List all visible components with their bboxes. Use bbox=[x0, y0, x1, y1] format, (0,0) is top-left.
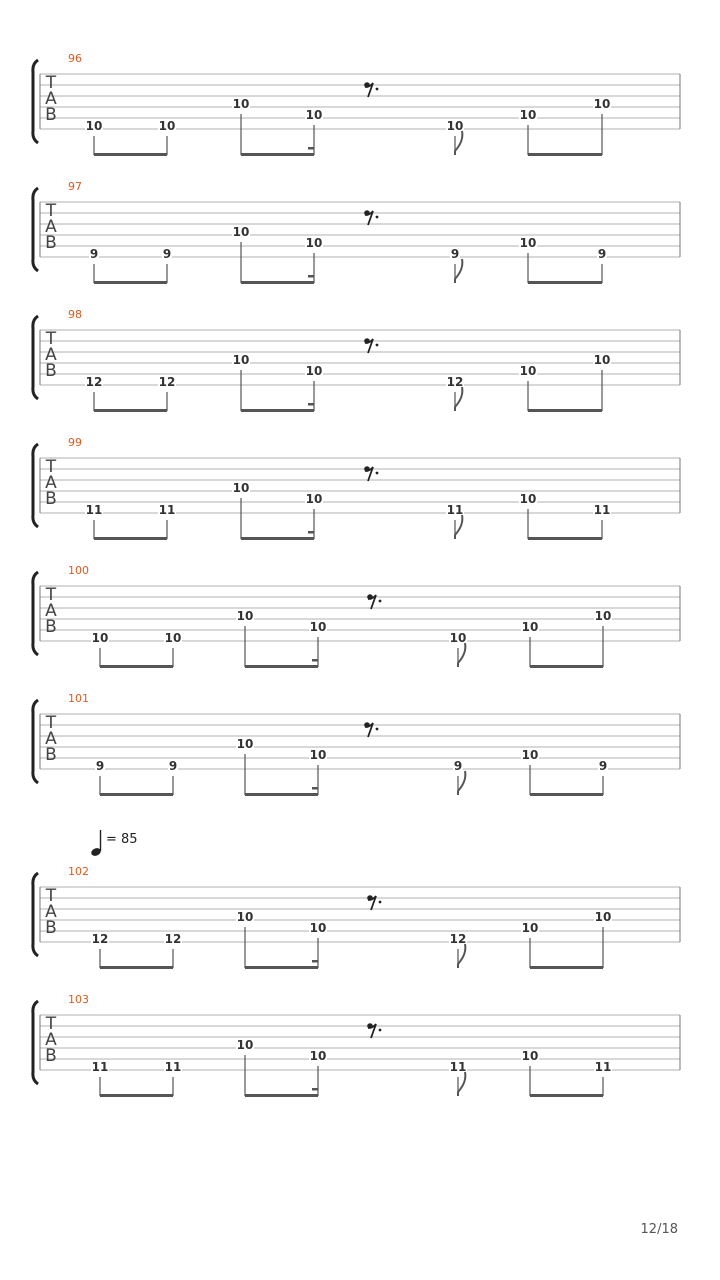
tab-clef-letter: T bbox=[45, 329, 57, 349]
tab-clef-letter: A bbox=[45, 1030, 57, 1050]
fret-number: 11 bbox=[594, 1060, 612, 1074]
tab-system bbox=[33, 180, 680, 284]
tab-clef-letter: A bbox=[45, 902, 57, 922]
rest-dot bbox=[376, 216, 379, 219]
tab-clef-letter: B bbox=[45, 489, 57, 509]
fret-number: 9 bbox=[597, 247, 607, 261]
tab-clef-letter: B bbox=[45, 233, 57, 253]
rest-dot bbox=[376, 472, 379, 475]
fret-number: 10 bbox=[594, 910, 612, 924]
fret-number: 10 bbox=[521, 921, 539, 935]
fret-number: 10 bbox=[594, 609, 612, 623]
note-beam bbox=[528, 409, 602, 412]
tab-clef-letter: B bbox=[45, 745, 57, 765]
tab-clef-letter: T bbox=[45, 585, 57, 605]
note-beam bbox=[528, 153, 602, 156]
tab-clef-letter: A bbox=[45, 473, 57, 493]
rest-dot bbox=[379, 901, 382, 904]
fret-number: 10 bbox=[309, 620, 327, 634]
fret-number: 10 bbox=[232, 97, 250, 111]
tab-clef-letter: B bbox=[45, 105, 57, 125]
tab-clef-letter: T bbox=[45, 1014, 57, 1034]
fret-number: 9 bbox=[450, 247, 460, 261]
tab-system bbox=[33, 692, 680, 796]
measure-number: 96 bbox=[68, 52, 82, 65]
fret-number: 11 bbox=[446, 503, 464, 517]
fret-number: 11 bbox=[449, 1060, 467, 1074]
measure-number: 99 bbox=[68, 436, 82, 449]
note-beam bbox=[100, 966, 173, 969]
fret-number: 11 bbox=[91, 1060, 109, 1074]
fret-number: 10 bbox=[309, 921, 327, 935]
fret-number: 10 bbox=[232, 353, 250, 367]
fret-number: 10 bbox=[305, 364, 323, 378]
tab-clef-letter: B bbox=[45, 361, 57, 381]
system-bracket bbox=[33, 444, 38, 527]
system-bracket bbox=[33, 316, 38, 399]
fret-number: 11 bbox=[593, 503, 611, 517]
system-bracket bbox=[33, 60, 38, 143]
tab-clef-letter: A bbox=[45, 345, 57, 365]
measure-number: 102 bbox=[68, 865, 89, 878]
rest-dot bbox=[376, 344, 379, 347]
fret-number: 10 bbox=[158, 119, 176, 133]
note-beam bbox=[530, 1094, 603, 1097]
measure-number: 98 bbox=[68, 308, 82, 321]
tab-clef-letter: T bbox=[45, 886, 57, 906]
tab-system bbox=[33, 993, 680, 1097]
fret-number: 10 bbox=[236, 737, 254, 751]
note-beam bbox=[100, 1094, 173, 1097]
tab-clef-letter: T bbox=[45, 713, 57, 733]
fret-number: 10 bbox=[236, 609, 254, 623]
fret-number: 11 bbox=[164, 1060, 182, 1074]
tab-clef-letter: A bbox=[45, 601, 57, 621]
fret-number: 9 bbox=[162, 247, 172, 261]
system-bracket bbox=[33, 700, 38, 783]
note-beam bbox=[245, 665, 318, 668]
tempo-marking bbox=[90, 830, 138, 857]
page-number: 12/18 bbox=[640, 1222, 678, 1237]
fret-number: 9 bbox=[453, 759, 463, 773]
fret-number: 10 bbox=[519, 236, 537, 250]
tab-system bbox=[33, 436, 680, 540]
note-beam bbox=[245, 966, 318, 969]
fret-number: 10 bbox=[521, 620, 539, 634]
fret-number: 10 bbox=[309, 748, 327, 762]
rest-dot bbox=[379, 600, 382, 603]
partial-beam bbox=[312, 1088, 318, 1091]
fret-number: 10 bbox=[593, 353, 611, 367]
note-beam bbox=[530, 665, 603, 668]
partial-beam bbox=[308, 531, 314, 534]
note-beam bbox=[100, 793, 173, 796]
tab-clef-letter: B bbox=[45, 617, 57, 637]
note-beam bbox=[94, 537, 167, 540]
fret-number: 9 bbox=[168, 759, 178, 773]
note-beam bbox=[528, 281, 602, 284]
fret-number: 10 bbox=[232, 225, 250, 239]
tab-clef-letter: T bbox=[45, 201, 57, 221]
fret-number: 10 bbox=[232, 481, 250, 495]
fret-number: 9 bbox=[95, 759, 105, 773]
note-beam bbox=[241, 537, 314, 540]
fret-number: 10 bbox=[236, 910, 254, 924]
fret-number: 10 bbox=[305, 108, 323, 122]
fret-number: 12 bbox=[91, 932, 109, 946]
fret-number: 10 bbox=[305, 236, 323, 250]
tab-clef-letter: T bbox=[45, 457, 57, 477]
fret-number: 10 bbox=[91, 631, 109, 645]
partial-beam bbox=[312, 659, 318, 662]
tab-clef-letter: B bbox=[45, 1046, 57, 1066]
partial-beam bbox=[308, 147, 314, 150]
note-beam bbox=[241, 409, 314, 412]
note-beam bbox=[528, 537, 602, 540]
note-beam bbox=[100, 665, 173, 668]
partial-beam bbox=[308, 275, 314, 278]
fret-number: 10 bbox=[164, 631, 182, 645]
fret-number: 10 bbox=[305, 492, 323, 506]
tab-clef-letter: B bbox=[45, 918, 57, 938]
rest-dot bbox=[376, 88, 379, 91]
tab-clef-letter: A bbox=[45, 729, 57, 749]
note-beam bbox=[530, 966, 603, 969]
system-bracket bbox=[33, 873, 38, 956]
note-beam bbox=[241, 153, 314, 156]
rest-dot bbox=[379, 1029, 382, 1032]
system-bracket bbox=[33, 572, 38, 655]
note-beam bbox=[94, 409, 167, 412]
tempo-text: = 85 bbox=[106, 832, 138, 847]
measure-number: 100 bbox=[68, 564, 89, 577]
fret-number: 12 bbox=[449, 932, 467, 946]
fret-number: 10 bbox=[309, 1049, 327, 1063]
tab-system bbox=[33, 865, 680, 969]
tab-system bbox=[33, 52, 680, 156]
measure-number: 97 bbox=[68, 180, 82, 193]
tab-clef-letter: A bbox=[45, 89, 57, 109]
fret-number: 10 bbox=[449, 631, 467, 645]
rest-dot bbox=[376, 728, 379, 731]
fret-number: 10 bbox=[519, 108, 537, 122]
fret-number: 10 bbox=[521, 748, 539, 762]
fret-number: 10 bbox=[519, 492, 537, 506]
fret-number: 11 bbox=[85, 503, 103, 517]
note-beam bbox=[245, 793, 318, 796]
note-beam bbox=[241, 281, 314, 284]
fret-number: 11 bbox=[158, 503, 176, 517]
note-beam bbox=[245, 1094, 318, 1097]
fret-number: 9 bbox=[598, 759, 608, 773]
fret-number: 10 bbox=[446, 119, 464, 133]
fret-number: 12 bbox=[446, 375, 464, 389]
measure-number: 101 bbox=[68, 692, 89, 705]
note-beam bbox=[94, 153, 167, 156]
fret-number: 12 bbox=[164, 932, 182, 946]
fret-number: 10 bbox=[519, 364, 537, 378]
fret-number: 10 bbox=[593, 97, 611, 111]
fret-number: 9 bbox=[89, 247, 99, 261]
partial-beam bbox=[308, 403, 314, 406]
fret-number: 10 bbox=[236, 1038, 254, 1052]
note-beam bbox=[94, 281, 167, 284]
fret-number: 10 bbox=[521, 1049, 539, 1063]
tab-system bbox=[33, 308, 680, 412]
note-beam bbox=[530, 793, 603, 796]
fret-number: 10 bbox=[85, 119, 103, 133]
tab-clef-letter: T bbox=[45, 73, 57, 93]
tab-clef-letter: A bbox=[45, 217, 57, 237]
system-bracket bbox=[33, 188, 38, 271]
partial-beam bbox=[312, 787, 318, 790]
tab-system bbox=[33, 564, 680, 668]
system-bracket bbox=[33, 1001, 38, 1084]
fret-number: 12 bbox=[85, 375, 103, 389]
partial-beam bbox=[312, 960, 318, 963]
fret-number: 12 bbox=[158, 375, 176, 389]
measure-number: 103 bbox=[68, 993, 89, 1006]
